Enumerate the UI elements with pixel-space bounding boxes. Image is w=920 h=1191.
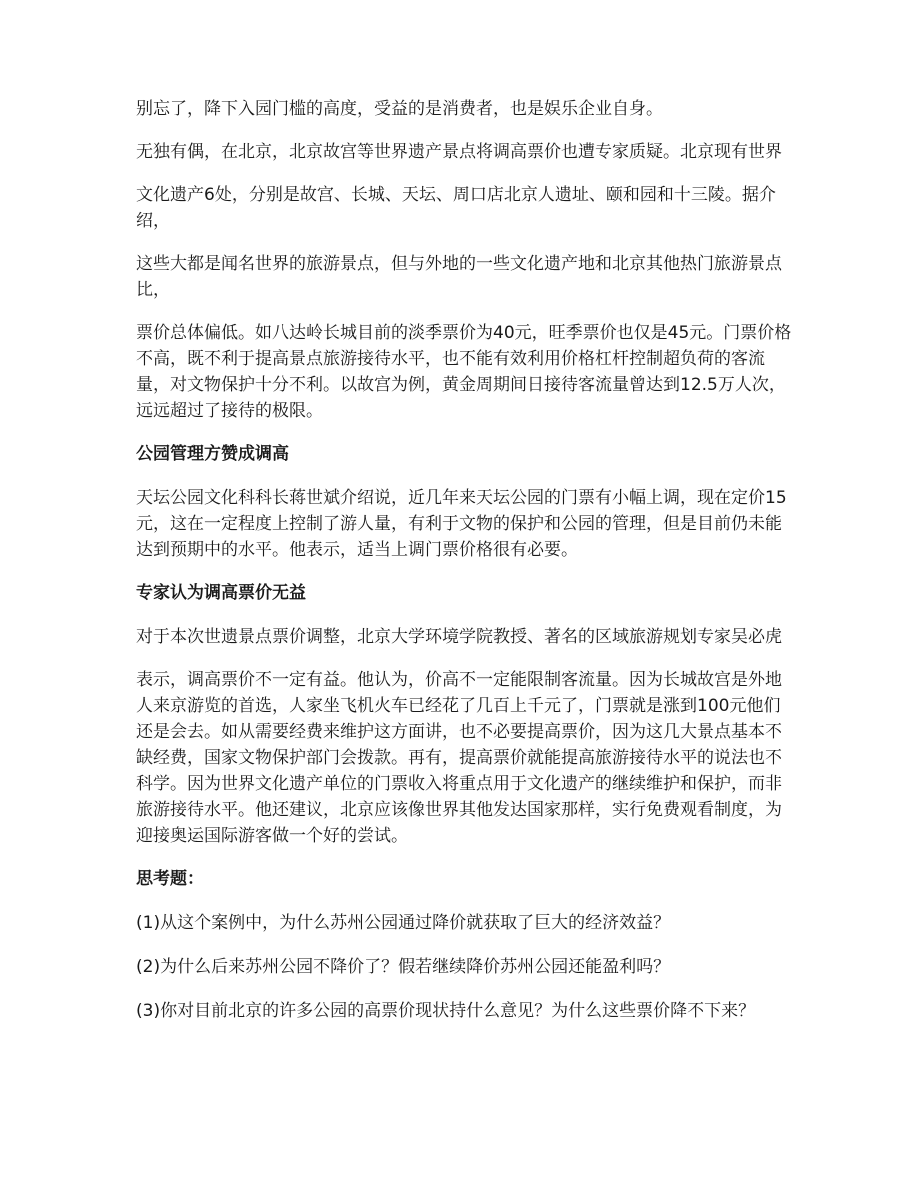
document-page [136,96,796,1042]
paragraph-expert-2: 表示，调高票价不一定有益。他认为，价高不一定能限制客流量。因为长城故宫是外地人来京游览的首选，人家坐飞机火车已经花了几百上千元了，门票就是涨到100元他们还是会去。如从需要经费来维护这方面讲，也不必要提高票价，因为这几大景点基本不缺经费，国家文物保护部门会拨款。再有，提高票价就能提高旅游接待水平的说法也不科学。因为世界文化遗产单位的门票收入将重点用于文化遗产的继续维护和保护，而非旅游接待水平。他还建议，北京应该像世界其他发达国家那样，实行免费观看制度，为迎接奥运国际游客做一个好的尝试。 [136,670,782,846]
paragraph-intro-4: 这些大都是闻名世界的旅游景点，但与外地的一些文化遗产地和北京其他热门旅游景点比， [136,254,782,300]
paragraph-intro-2: 无独有偶，在北京，北京故宫等世界遗产景点将调高票价也遭专家质疑。北京现有世界 [136,142,782,162]
question-2: (2)为什么后来苏州公园不降价了？假若继续降价苏州公园还能盈利吗？ [136,957,671,977]
questions-heading: 思考题： [136,869,204,889]
question-3: (3)你对目前北京的许多公园的高票价现状持什么意见？为什么这些票价降不下来？ [136,1001,756,1021]
paragraph-expert-1: 对于本次世遗景点票价调整，北京大学环境学院教授、著名的区域旅游规划专家吴必虎 [136,627,782,647]
paragraph-intro-3: 文化遗产6处，分别是故宫、长城、天坛、周口店北京人遗址、颐和园和十三陵。据介绍， [136,185,776,231]
paragraph-intro-5: 票价总体偏低。如八达岭长城目前的淡季票价为40元，旺季票价也仅是45元。门票价格不高，既不利于提高景点旅游接待水平，也不能有效利用价格杠杆控制超负荷的客流量，对文物保护十分不利。以故宫为例，黄金周期间日接待客流量曾达到12.5万人次，远远超过了接待的极限。 [136,323,792,421]
section-heading-expert-opinion: 专家认为调高票价无益 [136,583,306,603]
question-1: (1)从这个案例中，为什么苏州公园通过降价就获取了巨大的经济效益？ [136,913,671,933]
section-heading-park-management: 公园管理方赞成调高 [136,444,289,464]
paragraph-park-management: 天坛公园文化科科长蒋世斌介绍说，近几年来天坛公园的门票有小幅上调，现在定价15元，这在一定程度上控制了游人量，有利于文物的保护和公园的管理，但是目前仍未能达到预期中的水平。他表示，适当上调门票价格很有必要。 [136,488,787,560]
paragraph-intro-1: 别忘了，降下入园门槛的高度，受益的是消费者，也是娱乐企业自身。 [136,99,663,119]
